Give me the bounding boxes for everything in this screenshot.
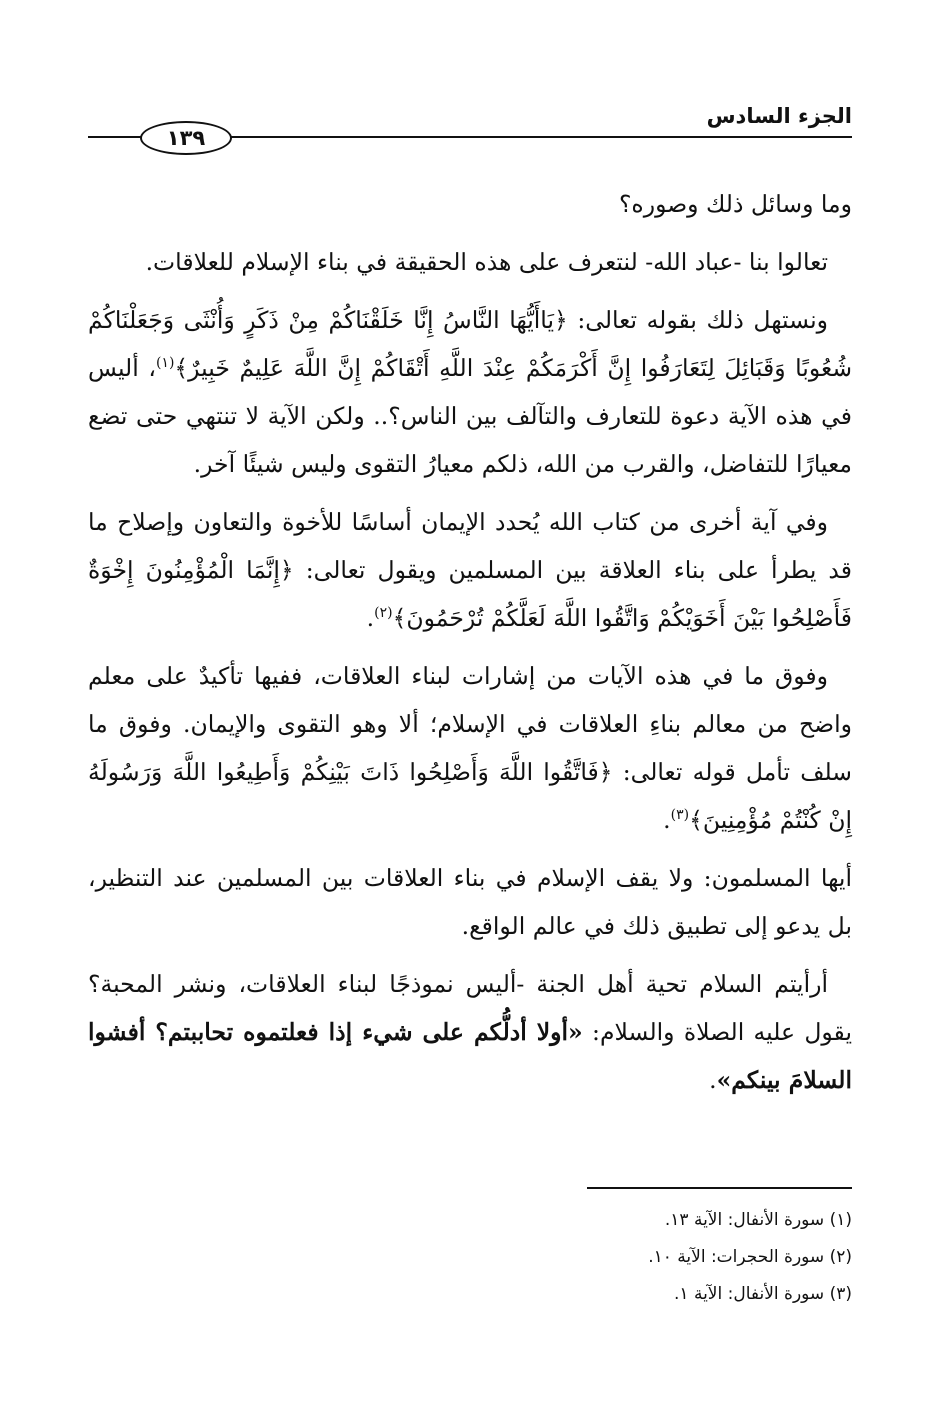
footnotes bbox=[352, 1202, 852, 1313]
paragraph-7 bbox=[88, 960, 852, 1104]
paragraph-6: أيها المسلمون: ولا يقف الإسلام في بناء العلاقات بين المسلمين عند التنظير، بل يدعو إلى تطبيق ذلك في عالم الواقع. bbox=[88, 864, 852, 940]
page-body bbox=[88, 180, 852, 1114]
quran-verse: ﴿فَاتَّقُوا اللَّهَ وَأَصْلِحُوا ذَاتَ بَيْنِكُمْ وَأَطِيعُوا اللَّهَ وَرَسُولَهُ إِنْ كُنْتُمْ مُؤْمِنِينَ﴾ bbox=[88, 758, 852, 834]
running-title: الجزء السادس bbox=[706, 104, 852, 128]
paragraph-4 bbox=[88, 498, 852, 642]
quran-verse: ﴿يَاأَيُّهَا النَّاسُ إِنَّا خَلَقْنَاكُمْ مِنْ ذَكَرٍ وَأُنْثَى وَجَعَلْنَاكُمْ شُعُوبًا وَقَبَائِلَ لِتَعَارَفُوا إِنَّ أَكْرَمَكُمْ عِنْدَ اللَّهِ أَتْقَاكُمْ إِنَّ اللَّهَ عَلِيمٌ خَبِيرٌ﴾ bbox=[88, 306, 853, 382]
footnote-1: (١) سورة الأنفال: الآية ١٣. bbox=[664, 1210, 852, 1230]
quran-verse: ﴿إِنَّمَا الْمُؤْمِنُونَ إِخْوَةٌ فَأَصْلِحُوا بَيْنَ أَخَوَيْكُمْ وَاتَّقُوا اللَّهَ لَعَلَّكُمْ تُرْحَمُونَ﴾ bbox=[88, 556, 852, 632]
footnote-3: (٣) سورة الأنفال: الآية ١. bbox=[674, 1284, 852, 1304]
paragraph-1: وما وسائل ذلك وصوره؟ bbox=[618, 190, 852, 218]
paragraph-5 bbox=[88, 652, 852, 844]
footnote-ref: (١) bbox=[155, 355, 175, 372]
paragraph-text: . bbox=[366, 604, 375, 632]
footnote-ref: (٢) bbox=[374, 605, 393, 622]
paragraph-text: أرأيتم السلام تحية أهل الجنة -أليس نموذجًا لبناء العلاقات، ونشر المحبة؟ يقول عليه الصلاة والسلام: bbox=[88, 970, 852, 1046]
paragraph-2: تعالوا بنا -عباد الله- لنتعرف على هذه الحقيقة في بناء الإسلام للعلاقات. bbox=[145, 248, 828, 276]
paragraph-text: وفي آية أخرى من كتاب الله يُحدد الإيمان أساسًا للأخوة والتعاون وإصلاح ما قد يطرأ على بناء العلاقة بين المسلمين ويقول تعالى: bbox=[88, 508, 852, 584]
footnote-ref: (٣) bbox=[670, 807, 690, 824]
footnote-rule bbox=[587, 1187, 852, 1189]
paragraph-text: ، أليس في هذه الآية دعوة للتعارف والتآلف بين الناس؟.. ولكن الآية لا تنتهي حتى تضع معيارًا للتفاضل، والقرب من الله، ذلكم معيارُ التقوى وليس شيئًا آخر. bbox=[88, 354, 852, 478]
paragraph-text: . bbox=[709, 1066, 717, 1094]
hadith-quote: «أولا أدلُّكم على شيء إذا فعلتموه تحاببتم؟ أفشوا السلامَ بينكم» bbox=[88, 1018, 852, 1094]
paragraph-3 bbox=[88, 296, 852, 488]
paragraph-text: وفوق ما في هذه الآيات من إشارات لبناء العلاقات، ففيها تأكيدٌ على معلم واضح من معالم بناءِ العلاقات في الإسلام؛ ألا وهو التقوى والإيمان. وفوق ما سلف تأمل قوله تعالى: bbox=[88, 662, 852, 786]
paragraph-text: ونستهل ذلك بقوله تعالى: bbox=[567, 306, 828, 334]
paragraph-text: . bbox=[663, 806, 671, 834]
footnote-2: (٢) سورة الحجرات: الآية ١٠. bbox=[648, 1247, 852, 1267]
page-number: ١٣٩ bbox=[140, 121, 232, 155]
